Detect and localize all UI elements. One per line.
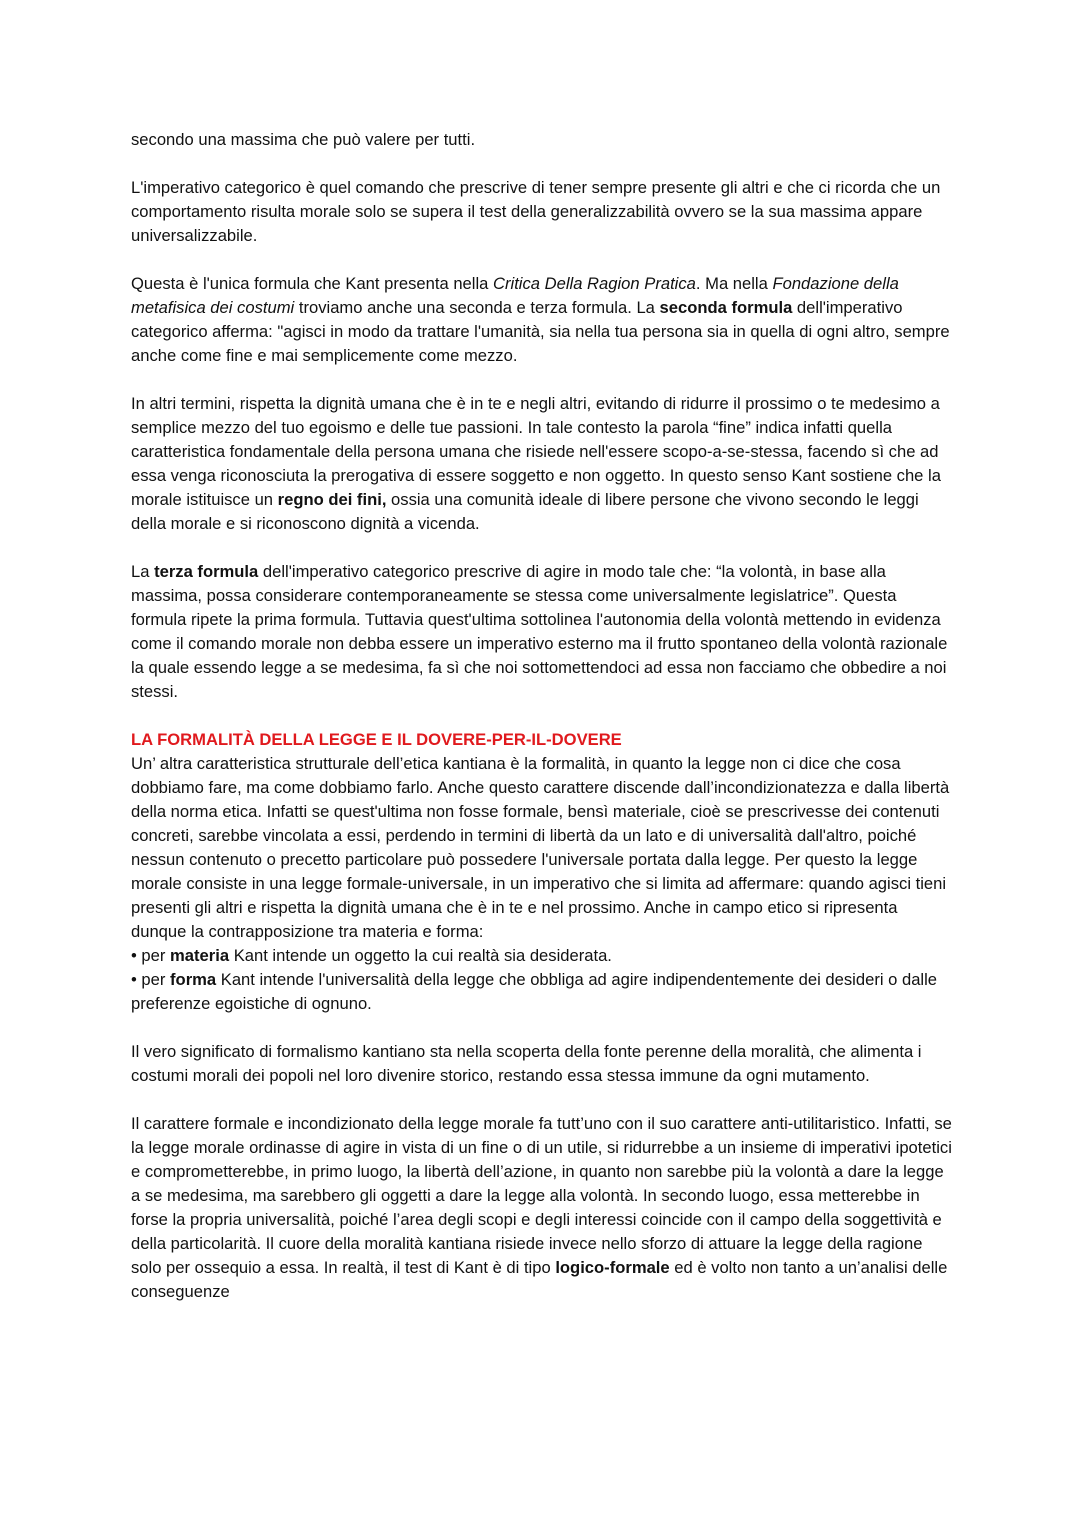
text-run: ed è volto non tanto a un’analisi delle conseguenze [131, 1258, 948, 1301]
bold-seconda-formula: seconda formula [659, 298, 793, 317]
paragraph-anti-utilitaristico [131, 1112, 956, 1304]
paragraph-formalita: Un’ altra caratteristica strutturale dell’etica kantiana è la formalità, in quanto la legge non ci dice che cosa dobbiamo fare, ma come dobbiamo farlo. Anche questo carattere discende dall’incondizionatezza e dalla libertà della norma etica. Infatti se quest'ultima non fosse formale, bensì materiale, cioè se prescrivesse dei contenuti concreti, sarebbe vincolata a essi, perdendo in termini di libertà da un lato e di universalità dall'altro, poiché nessun contenuto o precetto particolare può possedere l'universale portata dalla legge. Per questo la legge morale consiste in una legge formale-universale, in un imperativo che si limita ad affermare: quando agisci tieni presenti gli altri e rispetta la dignità umana che è in te e nel prossimo. Anche in campo etico si ripresenta dunque la contrapposizione tra materia e forma: [131, 754, 950, 941]
text-run: dell'imperativo categorico afferma: "agisci in modo da trattare l'umanità, sia nella tua persona sia in quella di ogni altro, sempre anche come fine e mai semplicemente come mezzo. [131, 298, 950, 365]
italic-title-fondazione: Fondazione della metafisica dei costumi [131, 274, 899, 317]
text-run: Kant intende l'universalità della legge che obbliga ad agire indipendentemente dei desideri o dalle preferenze egoistiche di ognuno. [131, 970, 938, 1013]
bullet-item-materia [131, 944, 956, 968]
bold-logico-formale: logico-formale [555, 1258, 670, 1277]
paragraph-seconda-formula [131, 272, 956, 368]
text-run: per [136, 970, 171, 989]
bold-regno-dei-fini: regno dei fini, [277, 490, 387, 509]
document-body [131, 128, 956, 1328]
text-run: . Ma nella [695, 274, 773, 293]
text-run: In altri termini, rispetta la dignità umana che è in te e negli altri, evitando di ridurre il prossimo o te medesimo a semplice mezzo del tuo egoismo e delle tue passioni. In tale contesto la parola “fine” indica infatti quella caratteristica fondamentale della persona umana che risiede nell'essere scopo-a-se-stessa, facendo sì che ad essa venga riconosciuta la prerogativa di essere soggetto e non oggetto. In questo senso Kant sostiene che la morale istituisce un [131, 394, 941, 509]
bullet-mark: • [131, 970, 137, 989]
text-run: La [131, 562, 155, 581]
paragraph-massima: secondo una massima che può valere per tutti. [131, 130, 476, 149]
italic-title-critica: Critica Della Ragion Pratica [493, 274, 696, 293]
section-heading: LA FORMALITÀ DELLA LEGGE E IL DOVERE-PER-IL-DOVERE [131, 730, 622, 749]
text-run: ossia una comunità ideale di libere persone che vivono secondo le leggi della morale e si riconoscono dignità a vicenda. [131, 490, 919, 533]
text-run: Il carattere formale e incondizionato della legge morale fa tutt’uno con il suo carattere anti-utilitaristico. Infatti, se la legge morale ordinasse di agire in vista di un fine o di un utile, si ridurrebbe a un insieme di imperativi ipotetici e comprometterebbe, in primo luogo, la libertà dell’azione, in quanto non sarebbe più la volontà a dare la legge a se medesima, ma sarebbero gli oggetti a dare la legge alla volontà. In secondo luogo, essa metterebbe in forse la propria universalità, poiché l’area degli scopi e degli interessi coincide con il campo della soggettività e della particolarità. Il cuore della moralità kantiana risiede invece nello sforzo di attuare la legge della ragione solo per ossequio a essa. In realtà, il test di Kant è di tipo [131, 1114, 952, 1277]
text-run: dell'imperativo categorico prescrive di agire in modo tale che: “la volontà, in base alla massima, possa considerare contemporaneamente se stessa come universalmente legislatrice”. Questa formula ripete la prima formula. Tuttavia quest'ultima sottolinea l'autonomia della volontà mettendo in evidenza come il comando morale non debba essere un imperativo esterno ma il frutto spontaneo della volontà razionale la quale essendo legge a se medesima, fa sì che noi sottomettendoci ad essa non facciamo che obbedire a noi stessi. [131, 562, 948, 701]
text-run: Kant intende un oggetto la cui realtà sia desiderata. [229, 946, 612, 965]
bold-forma: forma [170, 970, 217, 989]
bullet-item-forma [131, 968, 956, 1016]
bold-materia: materia [170, 946, 230, 965]
bullet-mark: • [131, 946, 137, 965]
text-run: Questa è l'unica formula che Kant presenta nella [131, 274, 493, 293]
paragraph-dignita-umana [131, 392, 956, 536]
text-run: troviamo anche una seconda e terza formula. La [294, 298, 660, 317]
bold-terza-formula: terza formula [154, 562, 259, 581]
paragraph-imperativo-categorico: L'imperativo categorico è quel comando che prescrive di tener sempre presente gli altri e che ci ricorda che un comportamento risulta morale solo se supera il test della generalizzabilità ovvero se la sua massima appare universalizzabile. [131, 178, 941, 245]
paragraph-formalismo: Il vero significato di formalismo kantiano sta nella scoperta della fonte perenne della moralità, che alimenta i costumi morali dei popoli nel loro divenire storico, restando essa stessa immune da ogni mutamento. [131, 1042, 922, 1085]
paragraph-terza-formula [131, 560, 956, 704]
text-run: per [136, 946, 171, 965]
